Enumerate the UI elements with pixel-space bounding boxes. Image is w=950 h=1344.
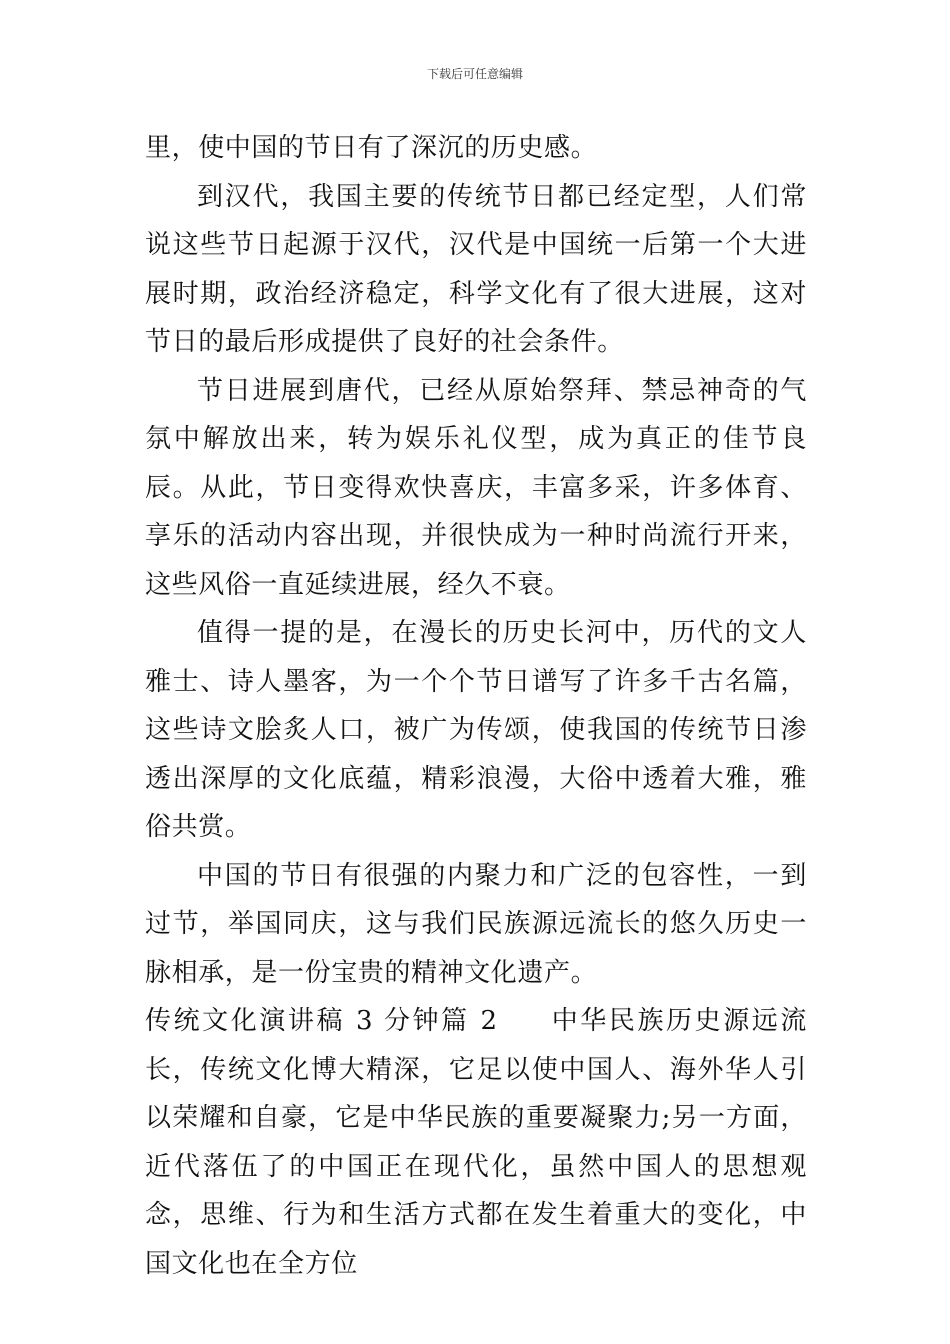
paragraph-tang-dynasty: 节日进展到唐代，已经从原始祭拜、禁忌神奇的气氛中解放出来，转为娱乐礼仪型，成为真正的佳节良辰。从此，节日变得欢快喜庆，丰富多采，许多体育、享乐的活动内容出现，并很快成为一种时尚流行开来，这些风俗一直延续进展，经久不衰。 xyxy=(145,375,807,600)
paragraph-cohesion: 中国的节日有很强的内聚力和广泛的包容性，一到过节，举国同庆，这与我们民族源远流长的悠久历史一脉相承，是一份宝贵的精神文化遗产。 xyxy=(145,860,807,988)
section-title: 传统文化演讲稿 3 分钟篇 2 xyxy=(145,1006,498,1036)
paragraph-continuation: 里，使中国的节日有了深沉的历史感。 xyxy=(145,133,598,163)
paragraph-han-dynasty: 到汉代，我国主要的传统节日都已经定型，人们常说这些节日起源于汉代，汉代是中国统一后第一个大进展时期，政治经济稳定，科学文化有了很大进展，这对节日的最后形成提供了良好的社会条件。 xyxy=(145,181,807,357)
section-paragraph xyxy=(145,997,807,1288)
document-body xyxy=(145,124,807,1288)
page-header: 下载后可任意编辑 xyxy=(426,67,523,81)
section-body-text: 中华民族历史源远流长，传统文化博大精深，它足以使中国人、海外华人引以荣耀和自豪，它是中华民族的重要凝聚力;另一方面，近代落伍了的中国正在现代化，虽然中国人的思想观念，思维、行为和生活方式都在发生着重大的变化，中国文化也在全方位 xyxy=(145,1006,807,1279)
paragraph-literati: 值得一提的是，在漫长的历史长河中，历代的文人雅士、诗人墨客，为一个个节日谱写了许多千古名篇，这些诗文脍炙人口，被广为传颂，使我国的传统节日渗透出深厚的文化底蕴，精彩浪漫，大俗中透着大雅，雅俗共赏。 xyxy=(145,618,807,842)
